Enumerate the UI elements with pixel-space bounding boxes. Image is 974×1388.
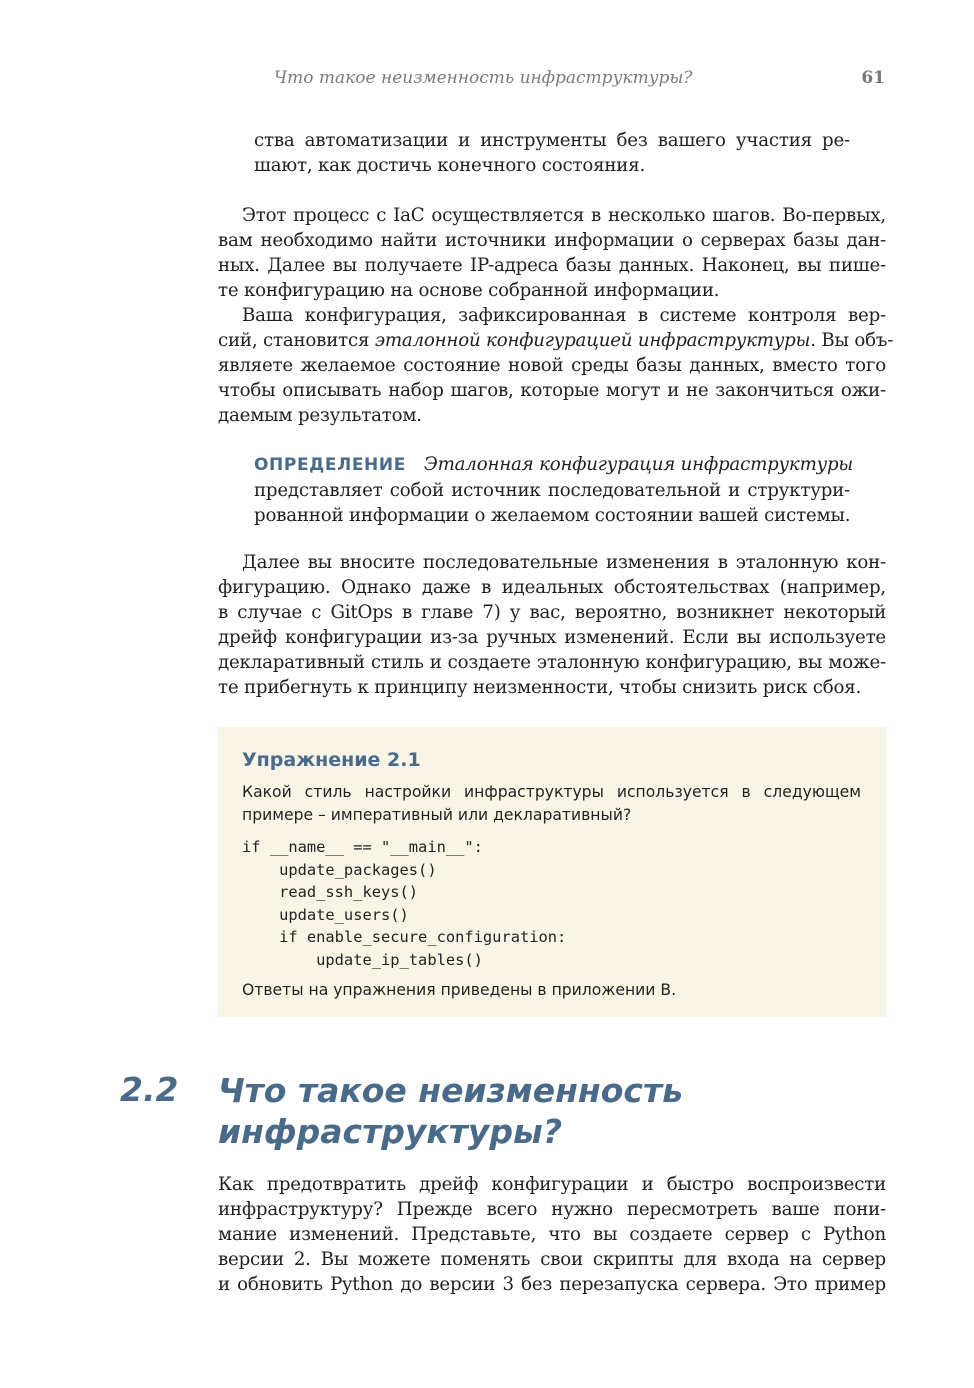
quote-continuation bbox=[254, 128, 850, 178]
text-run: сий, становится bbox=[218, 330, 375, 351]
exercise-box bbox=[218, 727, 886, 1017]
text-line: примере – императивный или декларативный? bbox=[242, 806, 632, 824]
code-snippet: if __name__ == "__main__": update_packages() read_ssh_keys() update_users() if enable_secure_configuration: update_ip_tables() bbox=[242, 838, 567, 969]
text-line: ных. Далее вы получаете IP-адреса базы данных. Наконец, вы пише- bbox=[218, 255, 886, 276]
text-line: чтобы описывать набор шагов, которые могут и не закончиться ожи- bbox=[218, 380, 886, 401]
text-line: Далее вы вносите последовательные изменения в эталонную кон- bbox=[242, 552, 886, 573]
section-number: 2.2 bbox=[120, 1070, 179, 1109]
text-run: . Вы объ- bbox=[810, 330, 894, 351]
section-title bbox=[218, 1070, 878, 1152]
paragraph-immutability-intro bbox=[218, 1172, 886, 1297]
exercise-answer-note: Ответы на упражнения приведены в приложении В. bbox=[242, 981, 677, 999]
text-line: Как предотвратить дрейф конфигурации и быстро воспроизвести bbox=[218, 1174, 886, 1195]
running-head bbox=[218, 68, 885, 94]
emphasized-term: эталонной конфигурацией инфраструктуры bbox=[374, 330, 811, 351]
running-head-title: Что такое неизменность инфраструктуры? bbox=[274, 68, 693, 88]
text-line: мание изменений. Представьте, что вы создаете сервер с Python bbox=[218, 1224, 886, 1245]
text-line: ства автоматизации и инструменты без вашего участия ре- bbox=[254, 130, 850, 151]
exercise-question bbox=[242, 781, 861, 827]
definition-label: ОПРЕДЕЛЕНИЕ bbox=[254, 455, 406, 475]
text-line: те конфигурацию на основе собранной информации. bbox=[218, 280, 720, 301]
text-line: дрейф конфигурации из-за ручных изменений. Если вы используете bbox=[218, 627, 886, 648]
text-line: те прибегнуть к принципу неизменности, чтобы снизить риск сбоя. bbox=[218, 677, 862, 698]
text-line: Ваша конфигурация, зафиксированная в системе контроля вер- bbox=[242, 305, 886, 326]
section-title-line: Что такое неизменность bbox=[218, 1071, 683, 1110]
text-line: Этот процесс с IaC осуществляется в несколько шагов. Во-первых, bbox=[242, 205, 886, 226]
text-line: шают, как достичь конечного состояния. bbox=[254, 155, 646, 176]
text-line: даемым результатом. bbox=[218, 405, 422, 426]
text-line: фигурацию. Однако даже в идеальных обстоятельствах (например, bbox=[218, 577, 886, 598]
definition-block bbox=[254, 452, 854, 528]
text-line: являете желаемое состояние новой среды базы данных, вместо того bbox=[218, 355, 886, 376]
text-line: инфраструктуру? Прежде всего нужно пересмотреть ваше пони- bbox=[218, 1199, 886, 1220]
text-line: рованной информации о желаемом состоянии вашей системы. bbox=[254, 505, 851, 526]
text-line: декларативный стиль и создаете эталонную конфигурацию, вы може- bbox=[218, 652, 886, 673]
section-title-line: инфраструктуры? bbox=[218, 1112, 563, 1151]
text-line: версии 2. Вы можете поменять свои скрипты для входа на сервер bbox=[218, 1249, 886, 1270]
paragraph-iac-steps bbox=[218, 203, 886, 303]
exercise-title: Упражнение 2.1 bbox=[242, 749, 421, 771]
text-line bbox=[254, 452, 854, 478]
paragraph-drift bbox=[218, 550, 886, 700]
text-line: представляет собой источник последовательной и структури- bbox=[254, 480, 850, 501]
text-line: и обновить Python до версии 3 без перезапуска сервера. Это пример bbox=[218, 1274, 886, 1295]
text-line: в случае с GitOps в главе 7) у вас, вероятно, возникнет некоторый bbox=[218, 602, 886, 623]
text-line: Какой стиль настройки инфраструктуры используется в следующем bbox=[242, 783, 861, 801]
definition-term: Эталонная конфигурация инфраструктуры bbox=[423, 454, 854, 475]
page-number: 61 bbox=[861, 68, 885, 88]
section-heading bbox=[0, 1068, 974, 1158]
paragraph-reference-config bbox=[218, 303, 894, 428]
text-line: вам необходимо найти источники информации о серверах базы дан- bbox=[218, 230, 886, 251]
text-line bbox=[218, 328, 894, 353]
